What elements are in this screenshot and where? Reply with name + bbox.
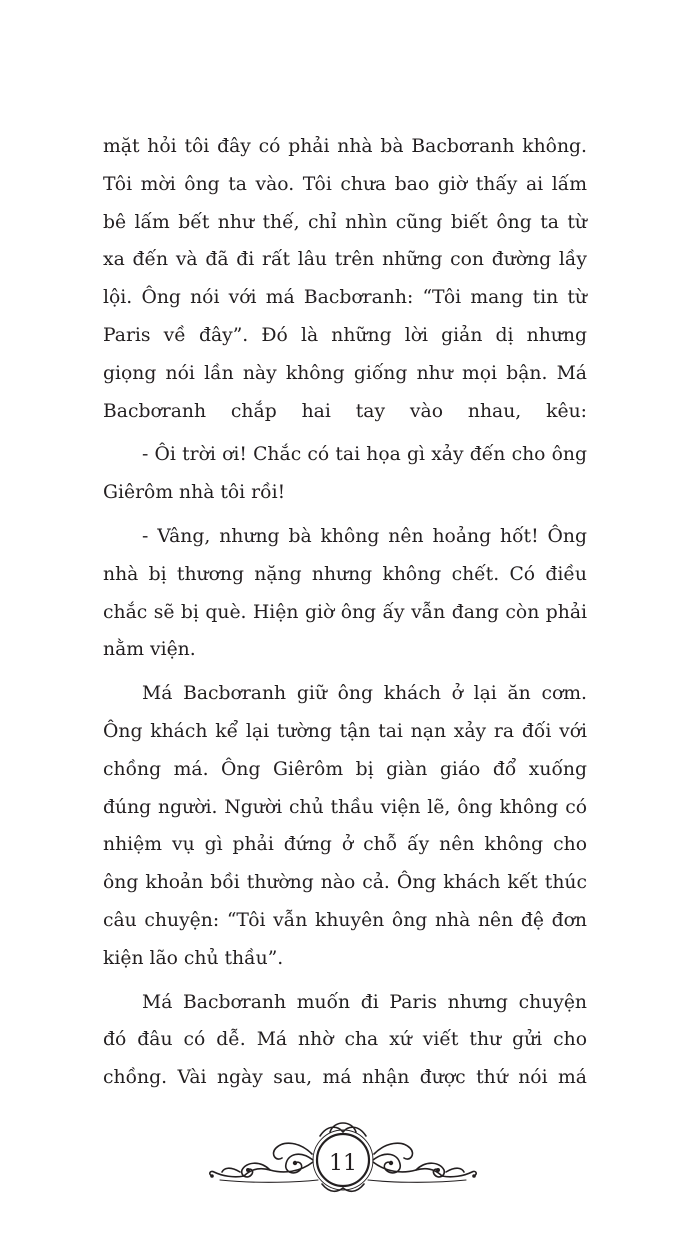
text-line: xa đến và đã đi rất lâu trên những con đường lầy xyxy=(103,249,587,271)
page-number: 11 xyxy=(329,1150,357,1176)
text-line: đó đâu có dễ. Má nhờ cha xứ viết thư gửi cho xyxy=(103,1029,587,1051)
text-line: Bacbơranh chắp hai tay vào nhau, kêu: xyxy=(103,400,587,422)
text-line: đúng người. Người chủ thầu viện lẽ, ông không có xyxy=(103,796,587,818)
text-line: Giêrôm nhà tôi rồi! xyxy=(103,482,286,504)
text-line: mặt hỏi tôi đây có phải nhà bà Bacbơranh không. xyxy=(103,136,587,157)
paragraph xyxy=(103,436,587,512)
text-line: nằm viện. xyxy=(103,639,196,661)
text-line: ông khoản bồi thường nào cả. Ông khách kết thúc xyxy=(103,872,587,894)
paragraph xyxy=(103,675,587,977)
text-line: nhà bị thương nặng nhưng không chết. Có điều xyxy=(103,563,587,585)
text-line: chồng. Vài ngày sau, má nhận được thứ nói má xyxy=(103,1067,587,1089)
text-line: nhiệm vụ gì phải đứng ở chỗ ấy nên không cho xyxy=(103,834,587,856)
text-line: câu chuyện: “Tôi vẫn khuyên ông nhà nên đệ đơn xyxy=(103,909,587,931)
text-line: lội. Ông nói với má Bacbơranh: “Tôi mang tin từ xyxy=(103,287,587,309)
text-line: Paris về đây”. Đó là những lời giản dị nhưng xyxy=(103,324,587,346)
text-line: - Vâng, nhưng bà không nên hoảng hốt! Ông xyxy=(142,525,587,547)
text-line: Má Bacbơranh giữ ông khách ở lại ăn cơm. xyxy=(142,683,587,705)
text-line: chồng má. Ông Giêrôm bị giàn giáo đổ xuống xyxy=(103,758,587,780)
paragraph xyxy=(103,128,587,430)
text-line: giọng nói lần này không giống như mọi bận. Má xyxy=(103,362,587,384)
text-line: kiện lão chủ thầu”. xyxy=(103,947,284,969)
text-line: Tôi mời ông ta vào. Tôi chưa bao giờ thấy ai lấm xyxy=(103,173,587,195)
body-text xyxy=(103,128,587,1097)
paragraph xyxy=(103,984,587,1097)
text-line: bê lấm bết như thế, chỉ nhìn cũng biết ông ta từ xyxy=(103,211,587,233)
paragraph xyxy=(103,518,587,669)
text-line: - Ôi trời ơi! Chắc có tai họa gì xảy đến cho ông xyxy=(142,444,587,466)
text-line: chắc sẽ bị què. Hiện giờ ông ấy vẫn đang còn phải xyxy=(103,601,587,623)
text-line: Má Bacbơranh muốn đi Paris nhưng chuyện xyxy=(142,991,587,1013)
page-footer xyxy=(200,1110,486,1210)
text-line: Ông khách kể lại tường tận tai nạn xảy ra đối với xyxy=(103,720,587,742)
